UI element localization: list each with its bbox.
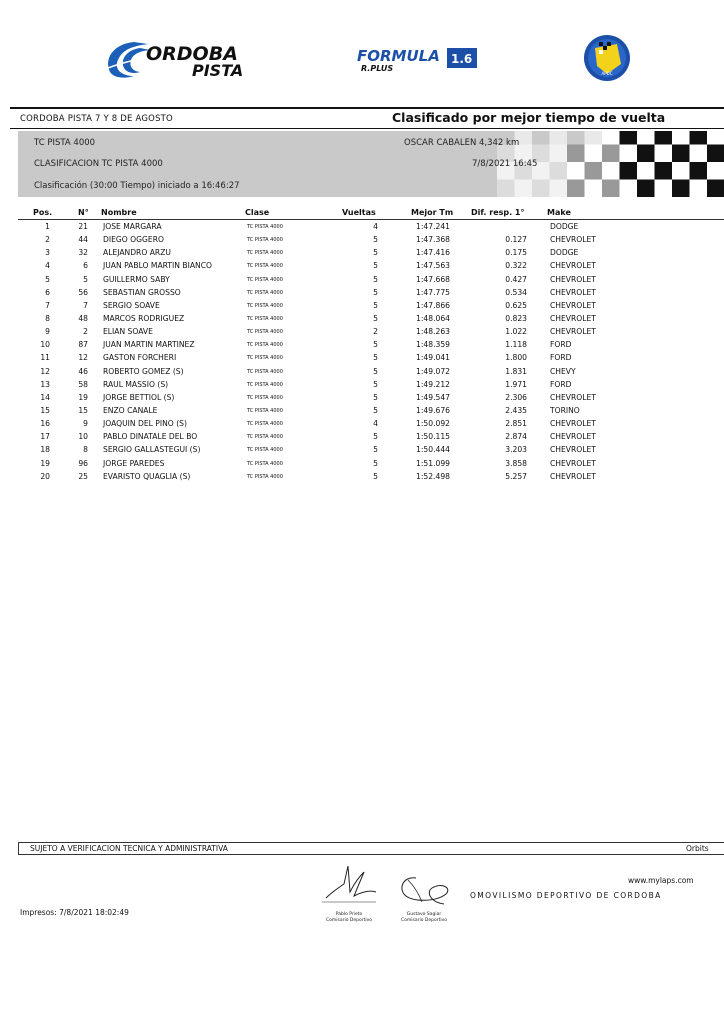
table-row <box>0 405 724 418</box>
club-emblem-logo <box>581 34 633 82</box>
car-number-cell: 19 <box>78 392 88 402</box>
svg-text:PISTA: PISTA <box>192 61 244 80</box>
table-row <box>0 313 724 326</box>
car-number-cell: 32 <box>78 248 88 258</box>
event-name: CORDOBA PISTA 7 Y 8 DE AGOSTO <box>20 114 173 124</box>
best-time-cell: 1:49.072 <box>416 366 450 376</box>
gap-cell: 3.203 <box>505 445 527 455</box>
laps-cell: 5 <box>373 445 378 455</box>
gap-cell: 0.127 <box>505 235 527 245</box>
laps-cell: 4 <box>373 419 378 429</box>
best-time-cell: 1:47.368 <box>416 235 450 245</box>
position-cell: 12 <box>40 366 50 376</box>
car-number-cell: 12 <box>78 353 88 363</box>
best-time-cell: 1:51.099 <box>416 458 450 468</box>
footer-rule-bottom <box>18 854 724 855</box>
header-bottom-rule <box>10 128 724 129</box>
session-datetime: 7/8/2021 16:45 <box>472 159 538 169</box>
position-cell: 10 <box>40 340 50 350</box>
organization-name: OMOVILISMO DEPORTIVO DE CORDOBA <box>470 891 662 900</box>
driver-name-cell: SEBASTIAN GROSSO <box>103 287 181 297</box>
position-cell: 2 <box>45 235 50 245</box>
signature-steward-2 <box>396 872 452 912</box>
best-time-cell: 1:49.676 <box>416 405 450 415</box>
gap-cell: 1.118 <box>505 340 527 350</box>
gap-cell: 1.971 <box>505 379 527 389</box>
laps-cell: 5 <box>373 379 378 389</box>
gap-cell: 2.435 <box>505 405 527 415</box>
results-table-body <box>0 221 724 484</box>
col-gap: Dif. resp. 1° <box>471 208 525 217</box>
driver-name-cell: JUAN MARTIN MARTINEZ <box>103 340 195 350</box>
laps-cell: 5 <box>373 471 378 481</box>
classification-label: CLASIFICACION TC PISTA 4000 <box>34 159 163 169</box>
table-row <box>0 234 724 247</box>
laps-cell: 2 <box>373 327 378 337</box>
gap-cell: 2.874 <box>505 432 527 442</box>
laps-cell: 5 <box>373 432 378 442</box>
make-cell: CHEVROLET <box>550 313 596 323</box>
make-cell: TORINO <box>550 405 580 415</box>
driver-name-cell: GASTON FORCHERI <box>103 353 177 363</box>
driver-name-cell: MARCOS RODRIGUEZ <box>103 313 185 323</box>
table-header-rule <box>18 219 724 220</box>
driver-name-cell: DIEGO OGGERO <box>103 235 164 245</box>
class-cell: TC PISTA 4000 <box>247 407 283 414</box>
gap-cell: 2.851 <box>505 419 527 429</box>
gap-cell: 5.257 <box>505 471 527 481</box>
col-class: Clase <box>245 208 270 217</box>
car-number-cell: 5 <box>83 274 88 284</box>
gap-cell: 1.022 <box>505 327 527 337</box>
gap-cell: 2.306 <box>505 392 527 402</box>
laps-cell: 5 <box>373 405 378 415</box>
laps-cell: 5 <box>373 313 378 323</box>
driver-name-cell: ENZO CANALE <box>103 405 158 415</box>
best-time-cell: 1:52.498 <box>416 471 450 481</box>
gap-cell: 0.625 <box>505 300 527 310</box>
cordoba-pista-logo <box>104 38 260 80</box>
make-cell: CHEVROLET <box>550 432 596 442</box>
make-cell: DODGE <box>550 222 579 231</box>
svg-text:FORMULA: FORMULA <box>357 47 440 65</box>
laps-cell: 5 <box>373 261 378 271</box>
make-cell: CHEVROLET <box>550 287 596 297</box>
table-row <box>0 418 724 431</box>
laps-cell: 5 <box>373 300 378 310</box>
position-cell: 8 <box>45 313 50 323</box>
make-cell: FORD <box>550 379 572 389</box>
gap-cell: 3.858 <box>505 458 527 468</box>
position-cell: 18 <box>40 445 50 455</box>
session-description: Clasificación (30:00 Tiempo) iniciado a 16:46:27 <box>34 181 240 191</box>
best-time-cell: 1:48.064 <box>416 313 450 323</box>
table-row <box>0 326 724 339</box>
steward-2-name: Gustavo Sagiar <box>406 912 442 917</box>
table-row <box>0 471 724 484</box>
car-number-cell: 58 <box>78 379 88 389</box>
class-cell: TC PISTA 4000 <box>247 421 283 428</box>
driver-name-cell: PABLO DINATALE DEL BO <box>103 432 198 442</box>
driver-name-cell: EVARISTO QUAGLIA (S) <box>103 471 191 481</box>
driver-name-cell: SERGIO GALLASTEGUI (S) <box>103 445 201 455</box>
driver-name-cell: JORGE BETTIOL (S) <box>103 392 175 402</box>
car-number-cell: 48 <box>78 313 88 323</box>
class-cell: TC PISTA 4000 <box>247 368 283 375</box>
gap-cell: 1.800 <box>505 353 527 363</box>
signature-steward-1 <box>318 862 380 914</box>
make-cell: CHEVROLET <box>550 419 596 429</box>
car-number-cell: 96 <box>78 458 88 468</box>
class-cell: TC PISTA 4000 <box>247 342 283 349</box>
gap-cell: 0.322 <box>505 261 527 271</box>
class-cell: TC PISTA 4000 <box>247 276 283 283</box>
best-time-cell: 1:47.563 <box>416 261 450 271</box>
position-cell: 7 <box>45 300 50 310</box>
laps-cell: 5 <box>373 392 378 402</box>
printed-timestamp: Impresos: 7/8/2021 18:02:49 <box>20 908 129 917</box>
best-time-cell: 1:50.444 <box>416 445 450 455</box>
car-number-cell: 15 <box>78 405 88 415</box>
position-cell: 9 <box>45 327 50 337</box>
best-time-cell: 1:47.241 <box>416 222 450 231</box>
position-cell: 5 <box>45 274 50 284</box>
verification-note: SUJETO A VERIFICACION TECNICA Y ADMINISTRATIVA <box>30 844 228 853</box>
table-row <box>0 274 724 287</box>
laps-cell: 5 <box>373 274 378 284</box>
class-cell: TC PISTA 4000 <box>247 315 283 322</box>
position-cell: 19 <box>40 458 50 468</box>
best-time-cell: 1:49.547 <box>416 392 450 402</box>
position-cell: 17 <box>40 432 50 442</box>
class-cell: TC PISTA 4000 <box>247 263 283 270</box>
driver-name-cell: GUILLERMO SABY <box>103 274 170 284</box>
laps-cell: 5 <box>373 287 378 297</box>
car-number-cell: 87 <box>78 340 88 350</box>
class-cell: TC PISTA 4000 <box>247 237 283 244</box>
laps-cell: 5 <box>373 458 378 468</box>
best-time-cell: 1:50.115 <box>416 432 450 442</box>
svg-text:APDC: APDC <box>601 71 613 76</box>
laps-cell: 5 <box>373 340 378 350</box>
table-row <box>0 431 724 444</box>
col-name: Nombre <box>101 208 137 217</box>
col-number: N° <box>78 208 89 217</box>
best-time-cell: 1:48.359 <box>416 340 450 350</box>
make-cell: CHEVY <box>550 366 576 376</box>
position-cell: 1 <box>45 222 50 231</box>
laps-cell: 5 <box>373 248 378 258</box>
gap-cell: 0.534 <box>505 287 527 297</box>
best-time-cell: 1:50.092 <box>416 419 450 429</box>
position-cell: 3 <box>45 248 50 258</box>
position-cell: 4 <box>45 261 50 271</box>
driver-name-cell: JOSE MARGARA <box>103 222 162 231</box>
header-top-rule <box>10 107 724 109</box>
class-cell: TC PISTA 4000 <box>247 224 283 230</box>
table-row <box>0 287 724 300</box>
class-cell: TC PISTA 4000 <box>247 289 283 296</box>
class-cell: TC PISTA 4000 <box>247 394 283 401</box>
class-cell: TC PISTA 4000 <box>247 473 283 480</box>
svg-text:1.6: 1.6 <box>451 52 473 66</box>
make-cell: CHEVROLET <box>550 458 596 468</box>
laps-cell: 5 <box>373 235 378 245</box>
class-cell: TC PISTA 4000 <box>247 434 283 441</box>
position-cell: 11 <box>40 353 50 363</box>
driver-name-cell: ROBERTO GOMEZ (S) <box>103 366 184 376</box>
col-pos: Pos. <box>33 208 53 217</box>
table-row <box>0 247 724 260</box>
col-best-time: Mejor Tm <box>411 208 454 217</box>
class-cell: TC PISTA 4000 <box>247 447 283 454</box>
table-row <box>0 221 724 234</box>
position-cell: 6 <box>45 287 50 297</box>
steward-1-name: Pablo Prieto <box>335 912 363 917</box>
class-cell: TC PISTA 4000 <box>247 329 283 336</box>
position-cell: 16 <box>40 419 50 429</box>
driver-name-cell: SERGIO SOAVE <box>103 300 160 310</box>
car-number-cell: 2 <box>83 327 88 337</box>
make-cell: CHEVROLET <box>550 300 596 310</box>
table-row <box>0 366 724 379</box>
class-cell: TC PISTA 4000 <box>247 460 283 467</box>
table-row <box>0 379 724 392</box>
driver-name-cell: JUAN PABLO MARTIN BIANCO <box>103 261 212 271</box>
position-cell: 20 <box>40 471 50 481</box>
best-time-cell: 1:47.416 <box>416 248 450 258</box>
position-cell: 14 <box>40 392 50 402</box>
make-cell: CHEVROLET <box>550 445 596 455</box>
category-label: TC PISTA 4000 <box>34 138 96 148</box>
class-cell: TC PISTA 4000 <box>247 355 283 362</box>
best-time-cell: 1:49.041 <box>416 353 450 363</box>
best-time-cell: 1:48.263 <box>416 327 450 337</box>
orbits-label: Orbits <box>686 844 709 853</box>
driver-name-cell: RAUL MASSIO (S) <box>103 379 169 389</box>
laps-cell: 4 <box>373 222 378 231</box>
laps-cell: 5 <box>373 366 378 376</box>
col-make: Make <box>547 208 571 217</box>
car-number-cell: 56 <box>78 287 88 297</box>
car-number-cell: 25 <box>78 471 88 481</box>
best-time-cell: 1:47.866 <box>416 300 450 310</box>
car-number-cell: 46 <box>78 366 88 376</box>
car-number-cell: 9 <box>83 419 88 429</box>
position-cell: 15 <box>40 405 50 415</box>
footer-rule-top <box>18 842 724 843</box>
class-cell: TC PISTA 4000 <box>247 250 283 257</box>
table-row <box>0 444 724 457</box>
formula-rplus-logo <box>355 44 479 74</box>
make-cell: CHEVROLET <box>550 471 596 481</box>
table-row <box>0 339 724 352</box>
class-cell: TC PISTA 4000 <box>247 302 283 309</box>
session-info-panel <box>18 131 724 197</box>
col-laps: Vueltas <box>342 208 376 217</box>
best-time-cell: 1:47.775 <box>416 287 450 297</box>
gap-cell: 1.831 <box>505 366 527 376</box>
gap-cell: 0.427 <box>505 274 527 284</box>
mylaps-url[interactable]: www.mylaps.com <box>628 876 694 885</box>
driver-name-cell: JORGE PAREDES <box>103 458 165 468</box>
svg-text:ORDOBA: ORDOBA <box>146 43 238 65</box>
gap-cell: 0.823 <box>505 313 527 323</box>
car-number-cell: 7 <box>83 300 88 310</box>
table-row <box>0 392 724 405</box>
driver-name-cell: ELIAN SOAVE <box>103 327 153 337</box>
best-time-cell: 1:47.668 <box>416 274 450 284</box>
laps-cell: 5 <box>373 353 378 363</box>
gap-cell: 0.175 <box>505 248 527 258</box>
car-number-cell: 21 <box>78 222 88 231</box>
make-cell: CHEVROLET <box>550 261 596 271</box>
steward-2-role: Comisario Deportivo <box>400 918 448 923</box>
make-cell: CHEVROLET <box>550 327 596 337</box>
steward-1-role: Comisario Deportivo <box>325 918 373 923</box>
make-cell: CHEVROLET <box>550 274 596 284</box>
table-row <box>0 458 724 471</box>
table-row <box>0 352 724 365</box>
page-title: Clasificado por mejor tiempo de vuelta <box>392 110 666 125</box>
circuit-label: OSCAR CABALEN 4,342 km <box>404 138 520 148</box>
table-row <box>0 300 724 313</box>
best-time-cell: 1:49.212 <box>416 379 450 389</box>
driver-name-cell: JOAQUIN DEL PINO (S) <box>103 419 187 429</box>
driver-name-cell: ALEJANDRO ARZU <box>103 248 171 258</box>
car-number-cell: 10 <box>78 432 88 442</box>
position-cell: 13 <box>40 379 50 389</box>
class-cell: TC PISTA 4000 <box>247 381 283 388</box>
make-cell: CHEVROLET <box>550 392 596 402</box>
make-cell: CHEVROLET <box>550 235 596 245</box>
car-number-cell: 6 <box>83 261 88 271</box>
svg-text:R.PLUS: R.PLUS <box>361 64 394 73</box>
make-cell: FORD <box>550 340 572 350</box>
table-row <box>0 260 724 273</box>
car-number-cell: 8 <box>83 445 88 455</box>
make-cell: FORD <box>550 353 572 363</box>
car-number-cell: 44 <box>78 235 88 245</box>
make-cell: DODGE <box>550 248 579 258</box>
